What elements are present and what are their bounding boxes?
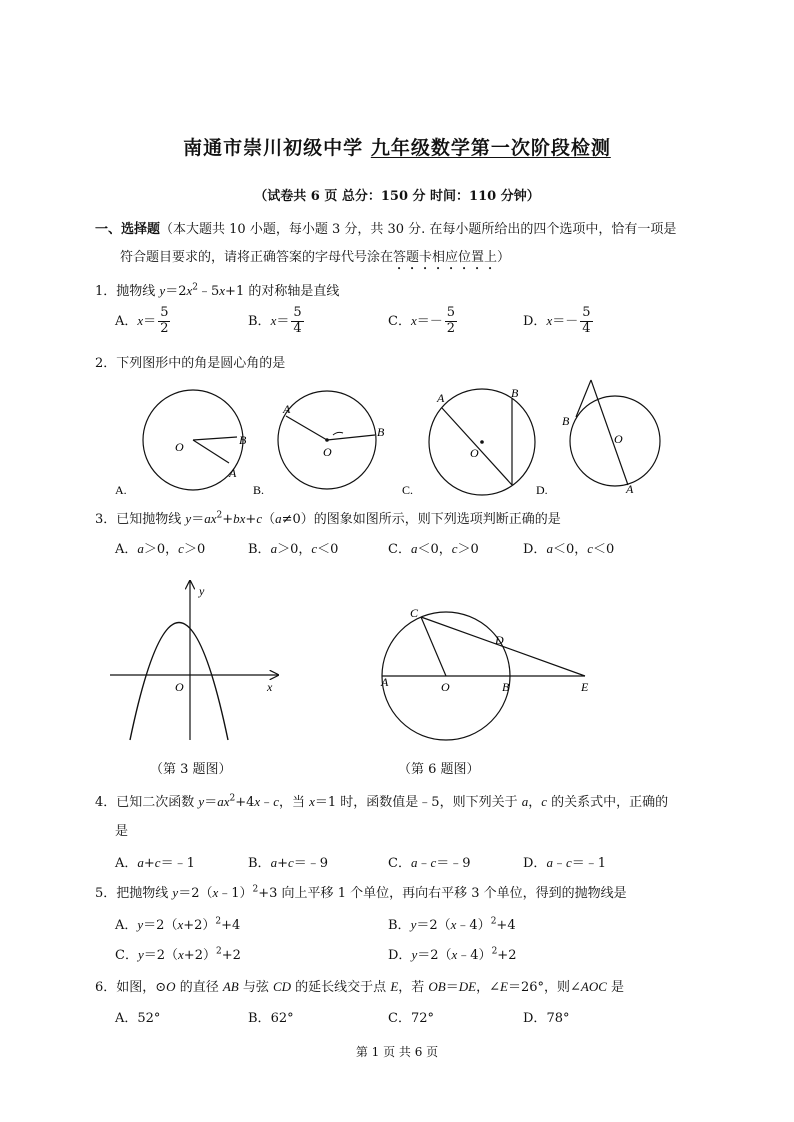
svg-text:B: B: [562, 414, 570, 428]
question-3-stem: 3．已知抛物线 $y=ax^2+bx+c(a\ne 0)$的图象如图所示，则下列选项判断正确的是: [95, 510, 561, 527]
svg-text:B: B: [377, 425, 385, 439]
figure-2d[interactable]: [536, 380, 660, 497]
svg-text:A.: A.: [115, 483, 127, 497]
svg-text:D: D: [495, 633, 504, 647]
question-6-option-a[interactable]: A．52°: [115, 1011, 161, 1026]
svg-text:O: O: [614, 432, 623, 446]
svg-text:B: B: [239, 433, 247, 447]
exam-info: （试卷共 6 页 总分：150 分 时间：110 分钟）: [254, 189, 540, 204]
question-1-option-c[interactable]: C．x＝－ $\frac{5}{2}$: [388, 305, 456, 336]
question-4-option-a[interactable]: A．a+c＝﹣1: [115, 855, 195, 871]
question-6-option-c[interactable]: C．72°: [388, 1011, 434, 1026]
figure-question-3: [100, 575, 300, 750]
question-2-stem: 2．下列图形中的角是圆心角的是: [95, 356, 286, 371]
svg-text:B.: B.: [253, 483, 265, 497]
figure-question-6: [370, 600, 605, 760]
question-3-option-d[interactable]: D．a＜0，c＜0: [523, 541, 615, 557]
question-1-stem: 1．抛物线 $y=2x^2﹣5x+1$ 的对称轴是直线: [95, 282, 340, 299]
question-4-option-b[interactable]: B．a+c＝﹣9: [248, 855, 329, 871]
question-3-option-c[interactable]: C．a＜0，c＞0: [388, 541, 479, 557]
section-heading-line: [95, 218, 676, 237]
svg-text:y: y: [199, 584, 205, 598]
question-5-option-c[interactable]: C．$y=2(x+2)^2+2$: [115, 946, 241, 963]
question-5-option-b[interactable]: B．y＝2（x﹣4）$^2$+4: [388, 916, 516, 933]
svg-text:A: A: [229, 466, 237, 480]
svg-text:E: E: [581, 680, 589, 694]
question-4-option-d[interactable]: D．a﹣c＝﹣1: [523, 855, 607, 871]
question-5-option-a[interactable]: A．$y=2(x+2)^2+4$: [115, 916, 241, 933]
question-1-option-b[interactable]: B．x＝ $\frac{5}{4}$: [248, 305, 302, 336]
svg-text:O: O: [470, 446, 479, 460]
section-desc-1: （本大题共 10 小题，每小题 3 分，共 30 分. 在每小题所给出的四个选项中，恰有一项是: [160, 222, 677, 237]
question-6-stem: 6．如图，⊙O 的直径 AB 与弦 CD 的延长线交于点 E，若 OB＝DE，∠E＝26°，则∠AOC 是: [95, 979, 625, 995]
figure-3-caption: （第 3 题图）: [150, 762, 232, 777]
svg-text:O: O: [323, 445, 332, 459]
figure-2c[interactable]: [402, 386, 535, 497]
svg-text:O: O: [175, 440, 184, 454]
page-footer: 第 1 页 共 6 页: [355, 1045, 439, 1059]
question-3-option-a[interactable]: A．a＞0，c＞0: [115, 541, 206, 557]
question-2-figures: [105, 375, 675, 500]
question-5-option-d[interactable]: D．y＝2（x﹣4）$^2$+2: [388, 946, 517, 963]
svg-text:C: C: [410, 606, 419, 620]
svg-text:A: A: [626, 482, 634, 496]
section-desc-line-2: 符合题目要求的，请将正确答案的字母代号涂在答题卡相应位置上）: [120, 250, 511, 265]
figure-2b[interactable]: [253, 391, 385, 497]
question-4-stem: 4．已知二次函数 $y=ax^2+4x﹣c$，当 x＝1 时，函数值是﹣5，则下列关于 a，c 的关系式中，正确的: [95, 793, 669, 810]
question-1-option-d[interactable]: D．x＝－ $\frac{5}{4}$: [523, 305, 591, 336]
figure-6-caption: （第 6 题图）: [398, 762, 480, 777]
title-school: 南通市崇川初级中学: [183, 137, 364, 159]
question-1-option-a[interactable]: A．x＝ $\frac{5}{2}$: [115, 305, 169, 336]
svg-text:C.: C.: [402, 483, 414, 497]
svg-text:O: O: [175, 680, 184, 694]
svg-text:A: A: [283, 402, 291, 416]
svg-text:O: O: [441, 680, 450, 694]
svg-text:A: A: [437, 391, 445, 405]
section-title: 一、选择题: [95, 222, 161, 237]
page-title: [0, 133, 794, 160]
question-6-option-b[interactable]: B．62°: [248, 1011, 294, 1026]
svg-text:B: B: [511, 386, 519, 400]
question-3-option-b[interactable]: B．a＞0，c＜0: [248, 541, 339, 557]
svg-text:A: A: [381, 675, 389, 689]
figure-2a[interactable]: [115, 390, 247, 497]
question-6-option-d[interactable]: D．78°: [523, 1011, 570, 1026]
emphasis-text: 答题卡相应位置上: [393, 250, 498, 265]
title-exam: 九年级数学第一次阶段检测: [370, 137, 611, 159]
svg-text:x: x: [267, 680, 273, 694]
question-4-option-c[interactable]: C．a﹣c＝﹣9: [388, 855, 471, 871]
question-4-stem-line-2: 是: [115, 824, 129, 839]
svg-text:D.: D.: [536, 483, 548, 497]
question-5-stem: 5．把抛物线 y＝2（x﹣1）$^2$+3 向上平移 1 个单位，再向右平移 3 个单位，得到的抛物线是: [95, 884, 627, 901]
svg-text:B: B: [502, 680, 510, 694]
